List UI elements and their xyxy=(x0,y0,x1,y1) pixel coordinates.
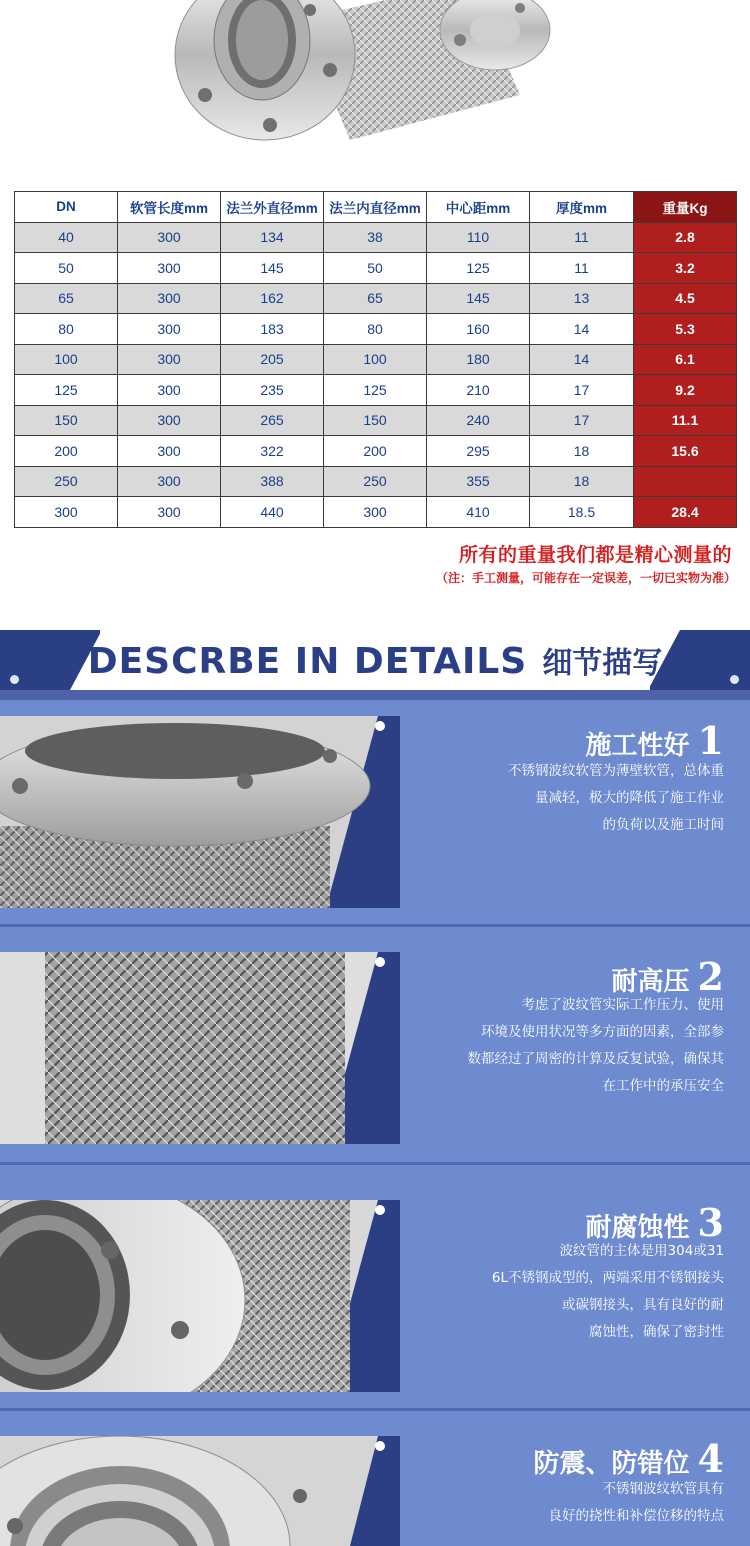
table-cell: 38 xyxy=(324,222,427,253)
table-cell-weight: 2.8 xyxy=(634,222,737,253)
table-row xyxy=(15,314,737,345)
table-cell: 300 xyxy=(118,253,221,284)
table-cell: 300 xyxy=(324,497,427,528)
feature-photo-3 xyxy=(0,1200,400,1392)
feature-body-2: 考虑了波纹管实际工作压力、使用 环境及使用状况等多方面的因素，全部参 数都经过了周密的计算及反复试验，确保其 在工作中的承压安全 xyxy=(467,997,724,1094)
table-cell-weight: 28.4 xyxy=(634,497,737,528)
table-cell-weight xyxy=(634,466,737,497)
table-row xyxy=(15,466,737,497)
header-flange-inner-diameter: 法兰内直径mm xyxy=(324,192,427,223)
table-cell: 300 xyxy=(118,375,221,406)
feature-heading-1: 施工性好 1 xyxy=(585,718,724,763)
table-row xyxy=(15,222,737,253)
product-photo xyxy=(0,0,750,175)
header-hose-length: 软管长度mm xyxy=(118,192,221,223)
table-row xyxy=(15,253,737,284)
table-cell: 250 xyxy=(324,466,427,497)
table-cell: 295 xyxy=(427,436,530,467)
feature-panel-3 xyxy=(0,1200,750,1394)
table-cell: 410 xyxy=(427,497,530,528)
table-cell-weight: 4.5 xyxy=(634,283,737,314)
section-divider xyxy=(0,1162,750,1165)
table-cell: 183 xyxy=(221,314,324,345)
feature-heading-2: 耐高压 2 xyxy=(611,954,724,999)
table-cell: 125 xyxy=(324,375,427,406)
header-thickness: 厚度mm xyxy=(530,192,634,223)
table-cell: 100 xyxy=(15,344,118,375)
table-cell: 134 xyxy=(221,222,324,253)
feature-body-4: 不锈钢波纹软管具有 良好的挠性和补偿位移的特点 xyxy=(548,1481,724,1524)
table-cell-weight: 9.2 xyxy=(634,375,737,406)
table-cell: 240 xyxy=(427,405,530,436)
header-dn: DN xyxy=(15,192,118,223)
table-cell: 300 xyxy=(118,283,221,314)
table-cell: 388 xyxy=(221,466,324,497)
table-row xyxy=(15,344,737,375)
table-cell: 322 xyxy=(221,436,324,467)
table-cell: 150 xyxy=(15,405,118,436)
feature-body-1: 不锈钢波纹软管为薄壁软管，总体重 量减轻，极大的降低了施工作业 的负荷以及施工时间 xyxy=(508,763,724,833)
table-cell: 80 xyxy=(324,314,427,345)
feature-panel-1 xyxy=(0,716,750,910)
table-cell: 125 xyxy=(15,375,118,406)
table-cell: 145 xyxy=(221,253,324,284)
table-cell-weight: 15.6 xyxy=(634,436,737,467)
table-header-row xyxy=(15,192,737,223)
details-title-en: DESCRBE IN DETAILS xyxy=(87,641,528,682)
spec-table xyxy=(14,191,737,528)
weight-disclaimer: （注：手工测量，可能存在一定误差，一切已实物为准） xyxy=(435,571,736,585)
table-cell: 14 xyxy=(530,344,634,375)
table-row xyxy=(15,405,737,436)
table-cell: 18.5 xyxy=(530,497,634,528)
header-weight: 重量Kg xyxy=(634,192,737,223)
table-cell: 210 xyxy=(427,375,530,406)
table-cell: 50 xyxy=(15,253,118,284)
table-cell: 200 xyxy=(15,436,118,467)
table-cell: 40 xyxy=(15,222,118,253)
table-cell: 150 xyxy=(324,405,427,436)
section-divider xyxy=(0,924,750,927)
table-cell: 145 xyxy=(427,283,530,314)
details-banner xyxy=(0,630,750,690)
feature-photo-1 xyxy=(0,716,400,908)
table-cell: 13 xyxy=(530,283,634,314)
table-cell-weight: 11.1 xyxy=(634,405,737,436)
feature-heading-4: 防震、防错位 4 xyxy=(533,1436,724,1481)
table-cell: 50 xyxy=(324,253,427,284)
table-cell: 300 xyxy=(118,344,221,375)
table-cell: 11 xyxy=(530,253,634,284)
feature-panel-4 xyxy=(0,1436,750,1546)
table-row xyxy=(15,497,737,528)
feature-heading-3: 耐腐蚀性 3 xyxy=(585,1200,724,1245)
table-cell: 160 xyxy=(427,314,530,345)
table-cell: 440 xyxy=(221,497,324,528)
feature-photo-2 xyxy=(0,952,400,1144)
decor-dot xyxy=(10,675,19,684)
table-cell: 110 xyxy=(427,222,530,253)
table-cell-weight: 6.1 xyxy=(634,344,737,375)
table-cell: 265 xyxy=(221,405,324,436)
table-cell: 65 xyxy=(15,283,118,314)
header-flange-outer-diameter: 法兰外直径mm xyxy=(221,192,324,223)
table-cell: 300 xyxy=(118,405,221,436)
details-section xyxy=(0,630,750,1546)
table-cell: 235 xyxy=(221,375,324,406)
feature-body-3: 波纹管的主体是用304或31 6L不锈钢成型的，两端采用不锈钢接头 或碳钢接头，具有良好的耐 腐蚀性，确保了密封性 xyxy=(491,1243,724,1340)
details-title-cn: 细节描写 xyxy=(542,646,663,681)
table-row xyxy=(15,283,737,314)
table-cell: 180 xyxy=(427,344,530,375)
table-row xyxy=(15,375,737,406)
table-cell: 300 xyxy=(118,497,221,528)
table-cell: 250 xyxy=(15,466,118,497)
table-cell: 200 xyxy=(324,436,427,467)
table-cell: 300 xyxy=(118,466,221,497)
table-cell: 18 xyxy=(530,466,634,497)
feature-photo-4 xyxy=(0,1436,400,1546)
table-cell: 300 xyxy=(15,497,118,528)
table-cell: 300 xyxy=(118,436,221,467)
header-center-distance: 中心距mm xyxy=(427,192,530,223)
table-cell: 80 xyxy=(15,314,118,345)
table-cell: 65 xyxy=(324,283,427,314)
table-cell-weight: 3.2 xyxy=(634,253,737,284)
weight-note: 所有的重量我们都是精心测量的 xyxy=(458,544,732,566)
table-cell: 125 xyxy=(427,253,530,284)
table-cell-weight: 5.3 xyxy=(634,314,737,345)
details-title xyxy=(0,638,750,682)
table-cell: 355 xyxy=(427,466,530,497)
table-cell: 205 xyxy=(221,344,324,375)
table-cell: 17 xyxy=(530,375,634,406)
table-cell: 300 xyxy=(118,222,221,253)
table-cell: 300 xyxy=(118,314,221,345)
feature-panel-2 xyxy=(0,952,750,1146)
section-divider xyxy=(0,1408,750,1411)
table-cell: 100 xyxy=(324,344,427,375)
table-cell: 162 xyxy=(221,283,324,314)
table-cell: 14 xyxy=(530,314,634,345)
table-cell: 11 xyxy=(530,222,634,253)
table-row xyxy=(15,436,737,467)
table-cell: 17 xyxy=(530,405,634,436)
table-cell: 18 xyxy=(530,436,634,467)
decor-dot xyxy=(730,675,739,684)
